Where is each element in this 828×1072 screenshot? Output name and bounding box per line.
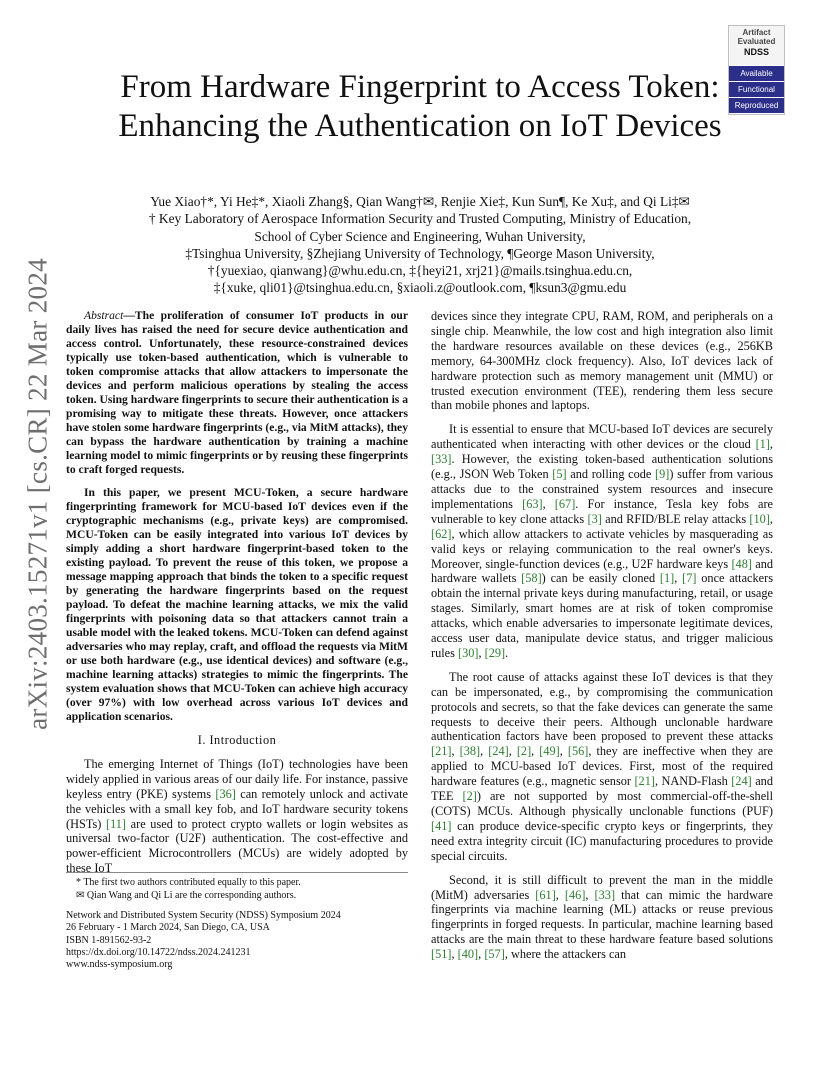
author-names: Yue Xiao†*, Yi He‡*, Xiaoli Zhang§, Qian Wang†✉, Renjie Xie‡, Kun Sun¶, Ke Xu‡, and Qi Li‡✉ xyxy=(150,194,690,209)
body-text: , which allow attackers to activate vehicles by masquerading as valid keys or relaying communication to the real owner's keys. Moreover, single-function devices (e.g., U2F hardware keys xyxy=(431,526,773,571)
citation-link[interactable]: [9] xyxy=(655,467,670,482)
affiliation-line: School of Cyber Science and Engineering, Wuhan University, xyxy=(254,228,586,244)
body-text: , xyxy=(478,645,485,660)
body-text: ) are not supported by most commercial-off-the-shell (COTS) MCUs. Although physically unclonable functions (PUF) xyxy=(431,789,773,818)
citation-link[interactable]: [24] xyxy=(488,744,509,759)
body-text: , xyxy=(674,571,683,586)
citation-link[interactable]: [33] xyxy=(431,452,452,467)
body-text: . However, the existing token-based authentication solutions (e.g., JSON Web Token xyxy=(431,452,773,482)
venue-line: ISBN 1-891562-93-2 xyxy=(66,934,152,946)
body-text: , xyxy=(555,887,565,902)
body-paragraph xyxy=(431,309,773,413)
body-paragraph xyxy=(431,422,773,661)
body-text: , xyxy=(478,947,485,962)
abstract-text: —The proliferation of consumer IoT products in our daily lives has raised the need for secure device authentication and access control. Unfortunately, these resource-constrained devices typically use token-based authentication, which is vulnerable to token compromise attacks that allow attackers to impersonate the devices and perform malicious operations by stealing the access token. Using hardware fingerprints to secure their authentication is a promising way to mitigate these threats. However, once attackers have stolen some hardware fingerprints (e.g., via MitM attacks), they can bypass the hardware authentication by training a machine learning model to mimic fingerprints or by reusing these fingerprints to craft forged requests. xyxy=(66,309,409,476)
body-text: , xyxy=(769,437,773,452)
citation-link[interactable]: [38] xyxy=(459,744,481,759)
citation-link[interactable]: [1] xyxy=(755,437,770,452)
body-text: . xyxy=(505,645,509,660)
citation-link[interactable]: [56] xyxy=(567,744,589,759)
body-paragraph xyxy=(431,670,773,864)
arxiv-identifier: arXiv:2403.15271v1 [cs.CR] 22 Mar 2024 xyxy=(22,258,53,730)
citation-link[interactable]: [36] xyxy=(215,786,236,801)
body-text: , xyxy=(585,887,595,902)
badge-reproduced: Reproduced xyxy=(729,97,784,113)
citation-link[interactable]: [57] xyxy=(484,947,505,962)
badge-available: Available xyxy=(729,65,784,81)
body-text: It is essential to ensure that MCU-based IoT devices are securely authenticated when interacting with other devices or the cloud xyxy=(431,422,773,452)
footnote-equal-contribution: * The first two authors contributed equally to this paper. xyxy=(76,877,301,888)
citation-link[interactable]: [67] xyxy=(554,496,576,511)
title-line-1: From Hardware Fingerprint to Access Token: xyxy=(120,69,720,105)
citation-link[interactable]: [2] xyxy=(462,789,477,804)
citation-link[interactable]: [21] xyxy=(634,774,655,789)
citation-link[interactable]: [51] xyxy=(431,947,452,962)
body-text: The emerging Internet of Things (IoT) technologies have been widely applied in various areas of our daily life. For instance, passive keyless entry (PKE) systems xyxy=(66,756,408,801)
body-text: that can mimic the hardware fingerprints via machine learning (ML) attacks or reuse previous fingerprints in forged requests. In particular, machine learning based attacks are the main threat to these hardware feature based solutions xyxy=(431,887,773,947)
citation-link[interactable]: [33] xyxy=(594,887,616,902)
citation-link[interactable]: [58] xyxy=(521,571,542,586)
body-text: , xyxy=(542,496,555,511)
body-text: , xyxy=(451,744,460,759)
author-block xyxy=(60,193,780,297)
intro-paragraph-1 xyxy=(66,757,408,876)
venue-doi: https://dx.doi.org/10.14722/ndss.2024.241231 xyxy=(66,946,251,958)
citation-link[interactable]: [40] xyxy=(457,947,479,962)
footnote-corresponding-authors: ✉ Qian Wang and Qi Li are the corresponding authors. xyxy=(76,889,297,901)
citation-link[interactable]: [11] xyxy=(105,816,127,831)
citation-link[interactable]: [3] xyxy=(587,511,602,526)
venue-line: Network and Distributed System Security (NDSS) Symposium 2024 xyxy=(66,910,341,921)
badge-line1: Artifact xyxy=(742,28,771,37)
body-text: ) can be easily cloned xyxy=(541,571,660,586)
citation-link[interactable]: [21] xyxy=(431,744,452,759)
body-text: once attackers obtain the internal private keys during manufacturing, retail, or usage stages. Similarly, smart homes are at risk of token compromise attacks, which enable adversaries to impersonate legitimate devices, access user data, manipulate device status, and trigger malicious rules xyxy=(431,571,773,660)
title-line-2: Enhancing the Authentication on IoT Devices xyxy=(118,108,722,144)
abstract xyxy=(66,309,408,724)
citation-link[interactable]: [46] xyxy=(564,887,586,902)
citation-link[interactable]: [49] xyxy=(539,744,560,759)
body-text: can remotely unlock and activate the vehicles with a small key fob, and IoT hardware security tokens (HSTs) xyxy=(66,786,408,831)
body-text: , xyxy=(480,744,489,759)
badge-functional: Functional xyxy=(729,81,784,97)
venue-url: www.ndss-symposium.org xyxy=(66,959,173,971)
venue-info xyxy=(66,910,408,971)
citation-link[interactable]: [24] xyxy=(731,774,752,789)
affiliation-line: ‡Tsinghua University, §Zhejiang University of Technology, ¶George Mason University, xyxy=(185,245,655,261)
body-text: and RFID/BLE relay attacks xyxy=(601,511,750,526)
body-text: , xyxy=(508,744,517,759)
body-text: , xyxy=(531,744,540,759)
venue-line: 26 February - 1 March 2024, San Diego, CA, USA xyxy=(66,922,270,934)
citation-link[interactable]: [29] xyxy=(484,645,506,660)
paper-title xyxy=(60,68,780,146)
body-text: , where the attackers can xyxy=(504,947,627,962)
body-text: . For instance, Tesla key fobs are vulnerable to key clone attacks xyxy=(431,496,773,526)
left-column xyxy=(66,309,408,885)
body-text: and rolling code xyxy=(566,467,656,482)
body-text: , they are ineffective when they are applied to MCU-based IoT devices. First, most of the required hardware features (e.g., magnetic sensor xyxy=(431,744,773,789)
citation-link[interactable]: [41] xyxy=(431,818,452,833)
body-text: The root cause of attacks against these IoT devices is that they can be impersonated, e.g., by compromising the communication protocols and secrets, so that the fake devices can generate the same requests to deceive their peers. Although unclonable hardware authentication factors have been proposed to prevent these attacks xyxy=(431,669,773,744)
badge-org: NDSS xyxy=(743,47,769,57)
body-text: are used to protect crypto wallets or login websites as universal two-factor (U2F) authentication. The cost-effective and power-efficient Microcontrollers (MCUs) are widely adopted by these IoT xyxy=(66,816,408,876)
citation-link[interactable]: [1] xyxy=(659,571,675,586)
abstract-lead: Abstract xyxy=(84,309,124,322)
body-text: can produce device-specific crypto keys or fingerprints, they need extra integrity circuit (IC) manufacturing procedures to provide special circuits. xyxy=(431,818,773,863)
body-text: Second, it is still difficult to prevent the man in the middle (MitM) adversaries xyxy=(431,872,773,902)
abstract-paragraph-2: In this paper, we present MCU-Token, a secure hardware fingerprinting framework for MCU-based IoT devices even if the cryptographic mechanisms (e.g., private keys) are compromised. MCU-Token can be easily integrated into various IoT devices by simply adding a short hardware fingerprint-based token to the existing payload. To prevent the reuse of this token, we propose a message mapping approach that binds the token to a specific request by generating the hardware fingerprints based on the request payload. To defeat the machine learning attacks, we mix the valid fingerprints with poisoning data so that attackers cannot train a usable model with the leaked tokens. MCU-Token can defend against adversaries who may replay, craft, and offload the requests via MitM or use both hardware (e.g., use identical devices) and software (e.g., machine learning attacks) strategies to mimic the fingerprints. The system evaluation shows that MCU-Token can achieve high accuracy (over 97%) with low overhead across various IoT devices and application scenarios. xyxy=(66,486,408,723)
citation-link[interactable]: [10] xyxy=(749,511,770,526)
citation-link[interactable]: [61] xyxy=(535,887,556,902)
body-text: , xyxy=(559,744,568,759)
citation-link[interactable]: [5] xyxy=(552,467,567,482)
citation-link[interactable]: [7] xyxy=(682,571,697,586)
citation-link[interactable]: [2] xyxy=(516,744,532,759)
right-column xyxy=(431,309,773,971)
email-line: ‡{xuke, qli01}@tsinghua.edu.cn, §xiaoli.z@outlook.com, ¶ksun3@gmu.edu xyxy=(213,280,627,296)
body-text: ) suffer from various attacks due to the constrained system resources and insecure implementations xyxy=(431,467,773,511)
body-text: , xyxy=(769,511,773,526)
abstract-paragraph-1 xyxy=(66,309,408,477)
section-heading-introduction: I. Introduction xyxy=(197,733,277,747)
body-text: , xyxy=(451,947,458,962)
badge-line2: Evaluated xyxy=(737,37,776,46)
citation-link[interactable]: [62] xyxy=(431,526,452,541)
citation-link[interactable]: [48] xyxy=(731,556,752,571)
body-text: , NAND-Flash xyxy=(654,774,732,789)
email-line: †{yuexiao, qianwang}@whu.edu.cn, ‡{heyi21, xrj21}@mails.tsinghua.edu.cn, xyxy=(207,263,633,279)
affiliation-line: † Key Laboratory of Aerospace Information Security and Trusted Computing, Ministry of Education, xyxy=(148,211,692,227)
badge-header xyxy=(729,26,784,65)
body-text: and TEE xyxy=(431,774,773,804)
footnotes xyxy=(66,872,408,902)
body-text: devices since they integrate CPU, RAM, ROM, and peripherals on a single chip. Meanwhile, the low cost and high integration also limit the hardware resources available on these devices (e.g., 256KB memory, 64-300MHz clock frequency). Also, IoT devices lack of hardware protection such as memory management unit (MMU) or trusted execution environment (TEE), rendering them less secure than mobile phones and laptops. xyxy=(431,309,773,413)
body-paragraph xyxy=(431,873,773,962)
citation-link[interactable]: [30] xyxy=(457,645,479,660)
body-text: and hardware wallets xyxy=(431,556,773,586)
citation-link[interactable]: [63] xyxy=(522,496,543,511)
